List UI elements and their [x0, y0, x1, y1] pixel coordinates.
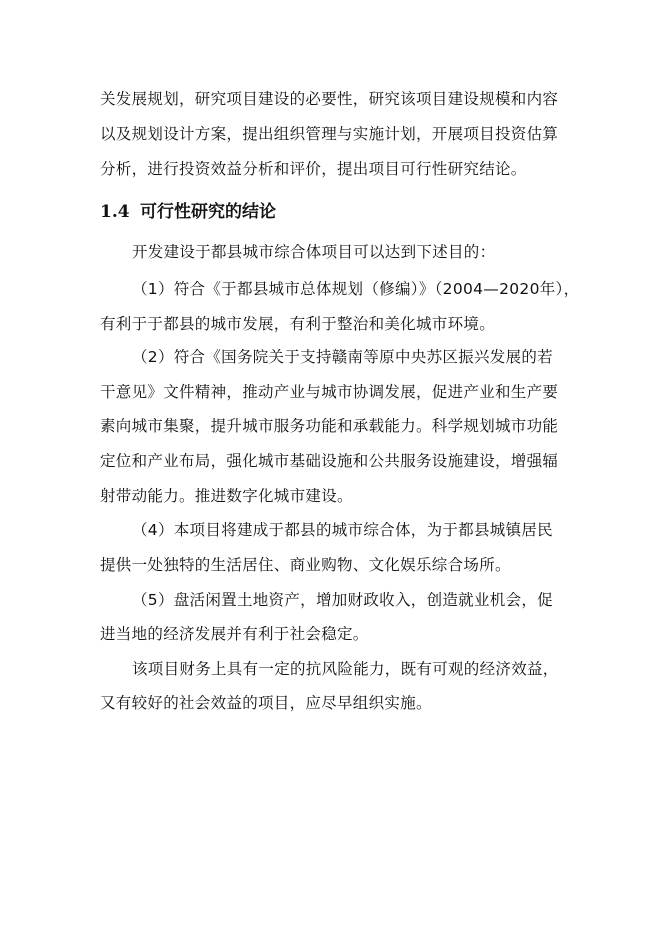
paragraph-line: 又有较好的社会效益的项目，应尽早组织实施。: [100, 694, 432, 712]
paragraph-line: （1）符合《于都县城市总体规划（修编）》（2004—2020年），: [132, 280, 580, 298]
paragraph-line: 有利于于都县的城市发展，有利于整治和美化城市环境。: [100, 315, 496, 333]
paragraph-line: 开发建设于都县城市综合体项目可以达到下述目的：: [132, 243, 496, 261]
paragraph-line: （5）盘活闲置土地资产，增加财政收入，创造就业机会，促: [132, 591, 553, 609]
paragraph-line: 素向城市集聚，提升城市服务功能和承载能力。科学规划城市功能: [100, 417, 559, 435]
paragraph-line: 定位和产业布局，强化城市基础设施和公共服务设施建设，增强辐: [100, 452, 559, 470]
paragraph-line: 以及规划设计方案，提出组织管理与实施计划，开展项目投资估算: [100, 125, 559, 143]
paragraph-line: （2）符合《国务院关于支持赣南等原中央苏区振兴发展的若: [132, 348, 553, 366]
paragraph-line: 分析，进行投资效益分析和评价，提出项目可行性研究结论。: [100, 160, 527, 178]
paragraph-line: 提供一处独特的生活居住、商业购物、文化娱乐综合场所。: [100, 556, 511, 574]
section-title: 可行性研究的结论: [140, 202, 276, 222]
section-number: 1.4: [100, 202, 130, 222]
paragraph-line: 进当地的经济发展并有利于社会稳定。: [100, 625, 369, 643]
paragraph-line: 关发展规划，研究项目建设的必要性，研究该项目建设规模和内容: [100, 90, 559, 108]
section-heading: [100, 201, 276, 223]
paragraph-line: （4）本项目将建成于都县的城市综合体，为于都县城镇居民: [132, 521, 553, 539]
paragraph-line: 该项目财务上具有一定的抗风险能力，既有可观的经济效益，: [132, 660, 559, 678]
paragraph-line: 干意见》文件精神，推动产业与城市协调发展，促进产业和生产要: [100, 383, 559, 401]
paragraph-line: 射带动能力。推进数字化城市建设。: [100, 487, 353, 505]
